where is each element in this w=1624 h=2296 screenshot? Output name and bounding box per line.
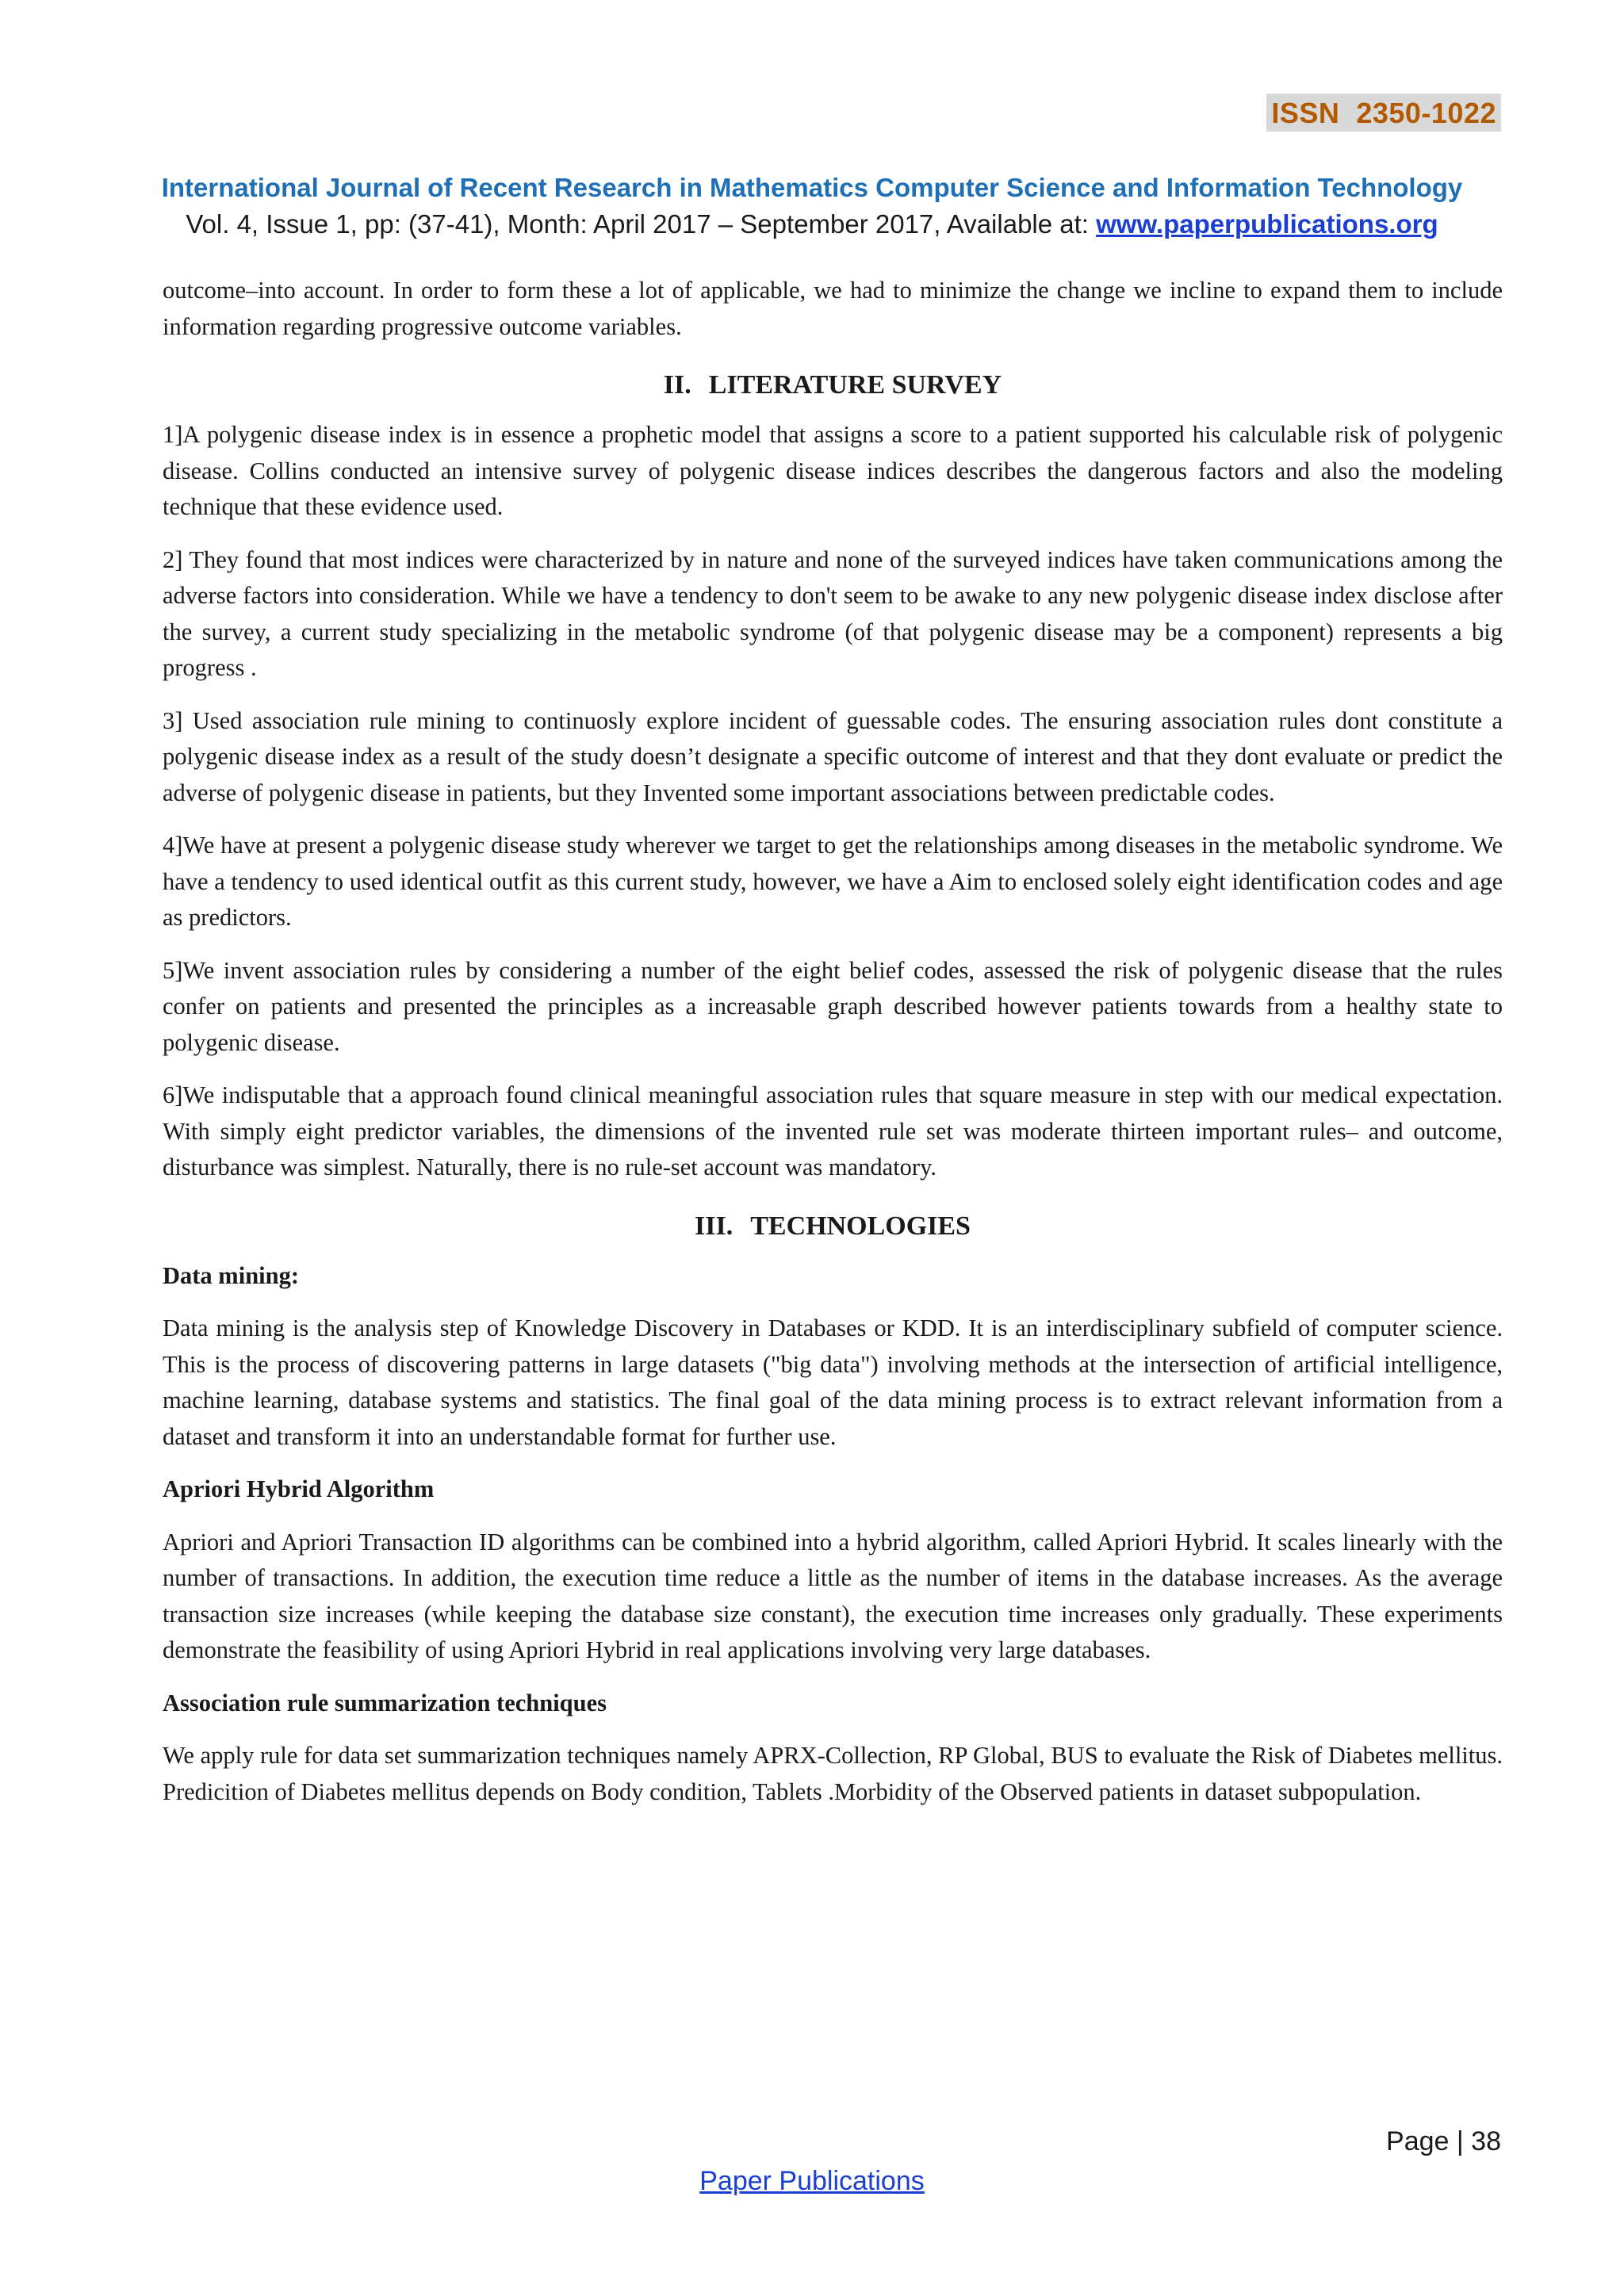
section-number: II. <box>663 370 691 400</box>
subsection-paragraph-association-rule: We apply rule for data set summarization techniques namely APRX-Collection, RP Global, BUS to evaluate the Risk of Diabetes mellitus. Predicition of Diabetes mellitus depends on Body condition, Tablets .Morbidity of the Observed patients in dataset subpopulation. <box>163 1742 1503 1805</box>
journal-meta <box>0 209 1624 239</box>
journal-website-link[interactable]: www.paperpublications.org <box>1096 209 1438 239</box>
issn-badge <box>1266 94 1501 132</box>
literature-paragraph-3: 3] Used association rule mining to continuosly explore incident of guessable codes. The ensuring association rules dont constitute a polygenic disease index as a result of the study doesn’t designate a specific outcome of interest and that they dont evaluate or predict the adverse of polygenic disease in patients, but they Invented some important associations between predictable codes. <box>163 706 1503 806</box>
subsection-heading-apriori-hybrid: Apriori Hybrid Algorithm <box>163 1475 435 1502</box>
section-title: LITERATURE SURVEY <box>708 370 1002 400</box>
article-body <box>163 273 1503 1827</box>
literature-paragraph-4: 4]We have at present a polygenic disease study wherever we target to get the relationships among diseases in the metabolic syndrome. We have a tendency to used identical outfit as this current study, however, we have a Aim to enclosed solely eight identification codes and age as predictors. <box>163 832 1503 931</box>
subsection-heading-data-mining: Data mining: <box>163 1261 299 1289</box>
literature-paragraph-5: 5]We invent association rules by considering a number of the eight belief codes, assessed the risk of polygenic disease that the rules confer on patients and presented the principles as a increasable graph described however patients towards from a healthy state to polygenic disease. <box>163 956 1503 1056</box>
section-heading-technologies <box>163 1208 1503 1244</box>
literature-paragraph-6: 6]We indisputable that a approach found clinical meaningful association rules that square measure in step with our medical expectation. With simply eight predictor variables, the dimensions of the invented rule set was moderate thirteen important rules– and outcome, disturbance was simplest. Naturally, there is no rule-set account was mandatory. <box>163 1081 1503 1181</box>
footer-publisher <box>0 2166 1624 2197</box>
page-number: Page | 38 <box>1386 2126 1501 2156</box>
journal-meta-text: Vol. 4, Issue 1, pp: (37-41), Month: April 2017 – September 2017, Available at: <box>186 209 1097 239</box>
literature-paragraph-2: 2] They found that most indices were characterized by in nature and none of the surveyed indices have taken communications among the adverse factors into consideration. While we have a tendency to don't seem to be awake to any new polygenic disease index disclose after the survey, a current study specializing in the metabolic syndrome (of that polygenic disease may be a component) represents a big progress . <box>163 545 1503 681</box>
section-heading-literature-survey <box>163 367 1503 403</box>
literature-paragraph-1: 1]A polygenic disease index is in essence a prophetic model that assigns a score to a patient supported his calculable risk of polygenic disease. Collins conducted an intensive survey of polygenic disease indices describes the dangerous factors and also the modeling technique that these evidence used. <box>163 421 1503 520</box>
intro-paragraph: outcome–into account. In order to form these a lot of applicable, we had to minimize the change we incline to expand them to include information regarding progressive outcome variables. <box>163 277 1503 340</box>
publisher-link[interactable]: Paper Publications <box>699 2166 925 2196</box>
journal-title: International Journal of Recent Research in Mathematics Computer Science and Information Technology <box>161 173 1463 202</box>
subsection-paragraph-apriori-hybrid: Apriori and Apriori Transaction ID algorithms can be combined into a hybrid algorithm, called Apriori Hybrid. It scales linearly with the number of transactions. In addition, the execution time reduce a little as the number of items in the database increases. As the average transaction size increases (while keeping the database size constant), the execution time increases only gradually. These experiments demonstrate the feasibility of using Apriori Hybrid in real applications involving very large databases. <box>163 1528 1503 1663</box>
section-number: III. <box>695 1211 733 1241</box>
issn-text: ISSN 2350-1022 <box>1271 97 1496 129</box>
subsection-paragraph-data-mining: Data mining is the analysis step of Knowledge Discovery in Databases or KDD. It is an interdisciplinary subfield of computer science. This is the process of discovering patterns in large datasets ("big data") involving methods at the intersection of artificial intelligence, machine learning, database systems and statistics. The final goal of the data mining process is to extract relevant information from a dataset and transform it into an understandable format for further use. <box>163 1314 1503 1450</box>
subsection-heading-association-rule: Association rule summarization techniques <box>163 1689 607 1716</box>
section-title: TECHNOLOGIES <box>750 1211 971 1241</box>
